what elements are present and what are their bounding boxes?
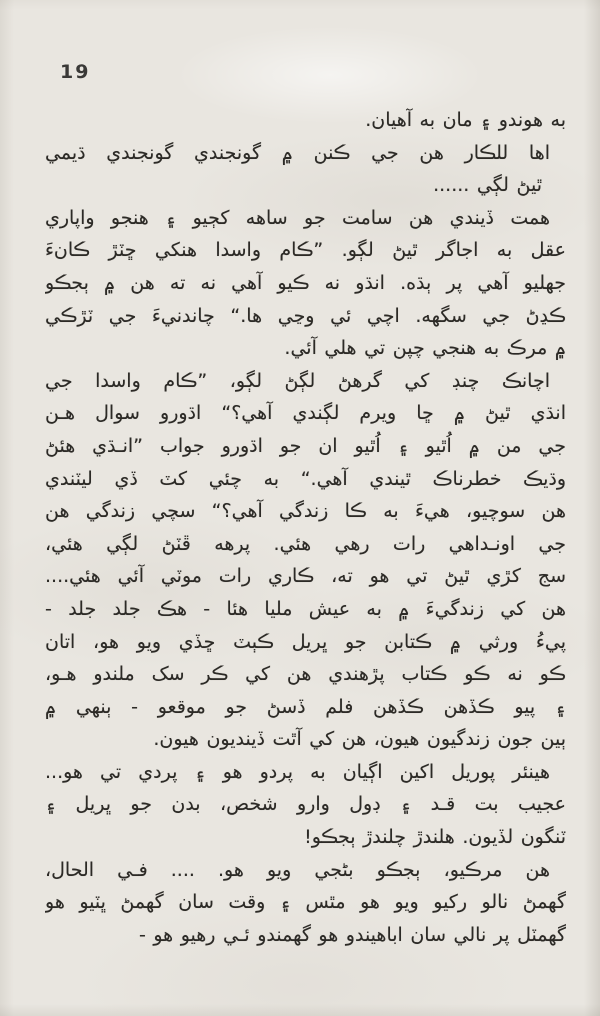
text-line: اها للڪار هن جي ڪنن ۾ گونجندي گونجندي ڌيمي xyxy=(45,141,550,164)
text-line: ڪو نه ڪو ڪتاب پڙهندي هن کي ڪر سک ملندو هـو، xyxy=(45,663,566,686)
text-line: به هوندو ۽ مان به آهيان. xyxy=(365,109,566,131)
text-line: عجيب بت قـد ۽ ڊول وارو شخص، بدن جو ڀريل ۽ xyxy=(45,793,566,816)
text-line: پيءُ ورثي ۾ ڪتابن جو ڀريل ڪٻٽ ڇڏي ويو هو، اتان xyxy=(45,630,566,653)
text-line: گهمڻ نالو رکيو ويو هو مٿس ۽ وقت سان گهمڻ ڀٽيو هو xyxy=(45,891,566,914)
text-line: اچانڪ چنڊ کي گرهڻ لڳڻ لڳو، ”ڪام واسدا جي xyxy=(45,369,550,392)
text-line: انڌي ٿيڻ ۾ ڇا ويرم لڳندي آهي؟“ اڌورو سوال هـن xyxy=(45,402,566,425)
text-line: همت ڏيندي هن سامت جو ساهه کڄيو ۽ هنجو واپاري xyxy=(45,206,550,229)
text-line: هينئر پوريل اکين اڳيان به پردو هو ۽ پردي تي هو... xyxy=(45,760,550,783)
text-line: هن مرڪيو، ٻجڪو بڻجي ويو هو. .... فـي الحال، xyxy=(45,858,550,881)
text-line: ڪڍڻ جي سگهه. اچي ئي وڃي ها.“ چاندنيءَ جي ٽڙڪي xyxy=(45,304,566,327)
text-line: ٻين جون زندگيون هيون، هن کي آٿت ڏينديون هيون. xyxy=(153,728,566,751)
text-line: گهمٽل پر نالي سان اباهيندو هو گهمندو ئـي رهيو هو - xyxy=(138,923,566,946)
page-number: 19 xyxy=(60,61,91,83)
text-line: ٿيڻ لڳي ...... xyxy=(433,174,542,197)
text-line: ۾ مرڪ به هنجي چپن تي هلي آئي. xyxy=(284,337,566,360)
text-line: جي اونـداهي رات رهي هئي. پرهه ڦٽڻ لڳي هئي، xyxy=(45,532,566,555)
text-line: وڌيڪ خطرناڪ ٿيندي آهي.“ به چئي کٽ ڏي ليٽندي xyxy=(45,467,566,490)
text-line: جهليو آهي پر ٻڌه. انڌو نه ڪيو آهي نه ته هن ۾ ٻجڪو xyxy=(45,271,566,294)
text-line: سج کڙي ٿيڻ تي هو ته، ڪاري رات موٽي آئي هئي.... xyxy=(45,565,566,588)
text-line: هن کي زندگيءَ ۾ به عيش مليا هئا - هڪ جلد جلد - xyxy=(45,597,566,620)
text-line: هن سوچيو، هيءَ به ڪا زندگي آهي؟“ سچي زندگي هن xyxy=(45,500,566,523)
text-block xyxy=(45,104,566,951)
text-line: جي من ۾ اُٿيو ۽ اُٿيو ان جو اڌورو جواب ”انـڌي هئڻ xyxy=(45,434,566,457)
text-line: عقل به اجاگر ٿيڻ لڳو. ”ڪام واسدا هنکي ڇٽڙ ڪانءَ xyxy=(45,239,566,262)
text-line: ٽنگون لڏيون. هلندڙ چلندڙ ٻجڪو! xyxy=(304,826,566,849)
text-line: ۽ پيو ڪڏهن ڪڏهن فلم ڏسڻ جو موقعو - ٻنهي ۾ xyxy=(45,695,566,718)
